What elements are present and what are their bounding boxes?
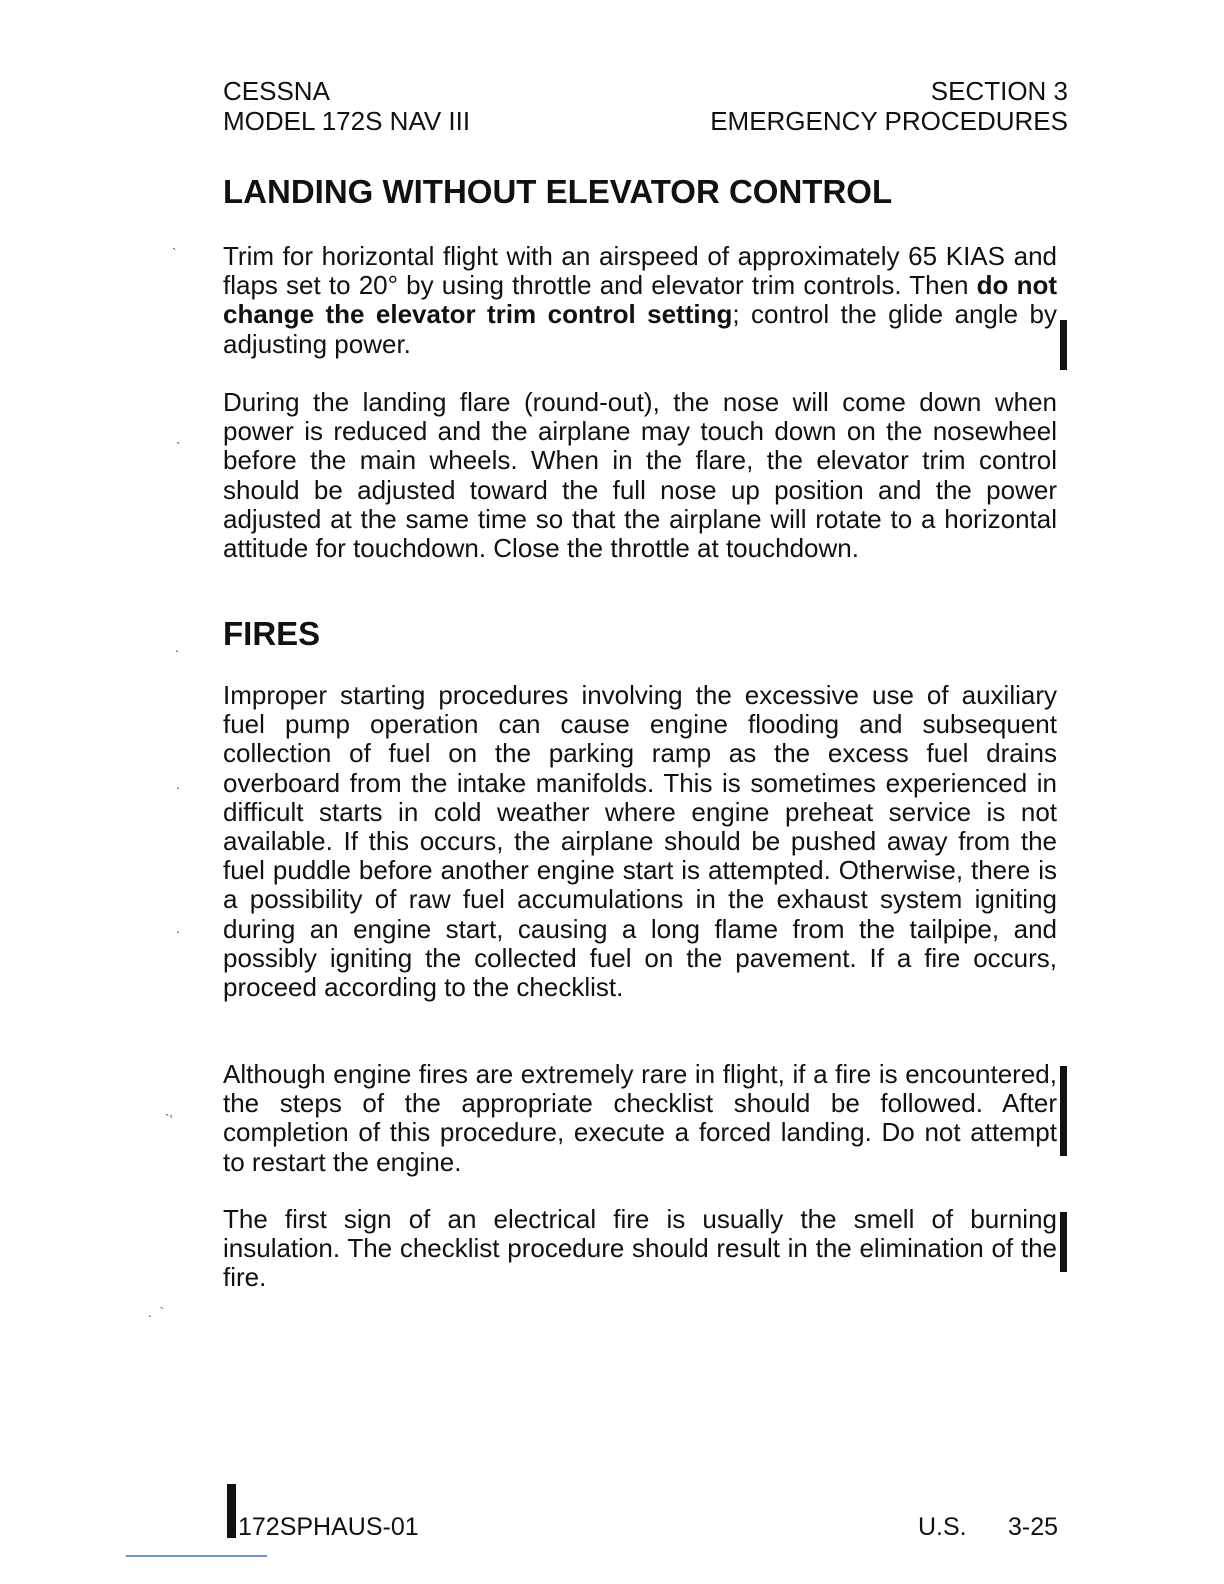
scan-mark: . (176, 920, 180, 936)
scan-mark: . ` (148, 1304, 165, 1320)
header-right (710, 76, 1068, 136)
fires-paragraph-3: The first sign of an electrical fire is usually the smell of burning insulation. The checklist procedure should result in the elimination of the fire. (223, 1204, 1057, 1293)
section-title-landing: LANDING WITHOUT ELEVATOR CONTROL (223, 173, 893, 210)
scan-mark: ` (172, 245, 177, 261)
header-section: SECTION 3 (930, 76, 1068, 106)
fires-paragraph-1: Improper starting procedures involving the excessive use of auxiliary fuel pump operation can cause engine flooding and subsequent collection of fuel on the parking ramp as the excess fuel drains overboard from the intake manifolds. This is sometimes experienced in difficult starts in cold weather where engine preheat service is not available. If this occurs, the airplane should be pushed away from the fuel puddle before another engine start is attempted. Otherwise, there is a possibility of raw fuel accumulations in the exhaust system igniting during an engine start, causing a long flame from the tailpipe, and possibly igniting the collected fuel on the pavement. If a fire occurs, proceed according to the checklist. (223, 680, 1057, 1003)
fires-paragraph-2: Although engine fires are extremely rare in flight, if a fire is encountered, the steps of the appropriate checklist should be followed. After completion of this procedure, execute a forced landing. Do not attempt to restart the engine. (223, 1059, 1057, 1177)
scan-mark: `‘ (165, 1111, 173, 1127)
landing-paragraph-2: During the landing flare (round-out), the nose will come down when power is reduced and the airplane may touch down on the nosewheel before the main wheels. When in the flare, the elevator trim control should be adjusted toward the full nose up position and the power adjusted at the same time so that the airplane will rotate to a horizontal attitude for touchdown. Close the throttle at touchdown. (223, 387, 1057, 564)
footer-rule (126, 1555, 267, 1557)
header-manufacturer: CESSNA (223, 76, 330, 106)
landing-p1-text-b: ; control the glide angle by adjusting power. (223, 299, 1057, 359)
revision-bar (227, 1484, 236, 1538)
scan-mark: . (175, 639, 179, 655)
header-section-title: EMERGENCY PROCEDURES (710, 106, 1068, 136)
landing-p1-text-a: Trim for horizontal flight with an airspeed of approximately 65 KIAS and flaps set to 20° by using throttle and elevator trim controls. Then (223, 241, 1057, 301)
landing-paragraph-1 (223, 242, 1057, 359)
landing-p1-bold-text: do not change the elevator trim control setting (223, 270, 1057, 330)
header-left (223, 76, 470, 136)
footer-page-number: 3-25 (1008, 1513, 1059, 1541)
footer-region: U.S. (918, 1513, 967, 1541)
footer-document-id: 172SPHAUS-01 (238, 1513, 419, 1541)
revision-bar (1060, 320, 1067, 370)
section-title-fires: FIRES (223, 615, 321, 652)
scan-mark: ` (176, 439, 181, 455)
header-model: MODEL 172S NAV III (223, 106, 471, 136)
revision-bar (1060, 1066, 1067, 1156)
scan-mark: . (176, 776, 180, 792)
revision-bar (1060, 1212, 1067, 1272)
